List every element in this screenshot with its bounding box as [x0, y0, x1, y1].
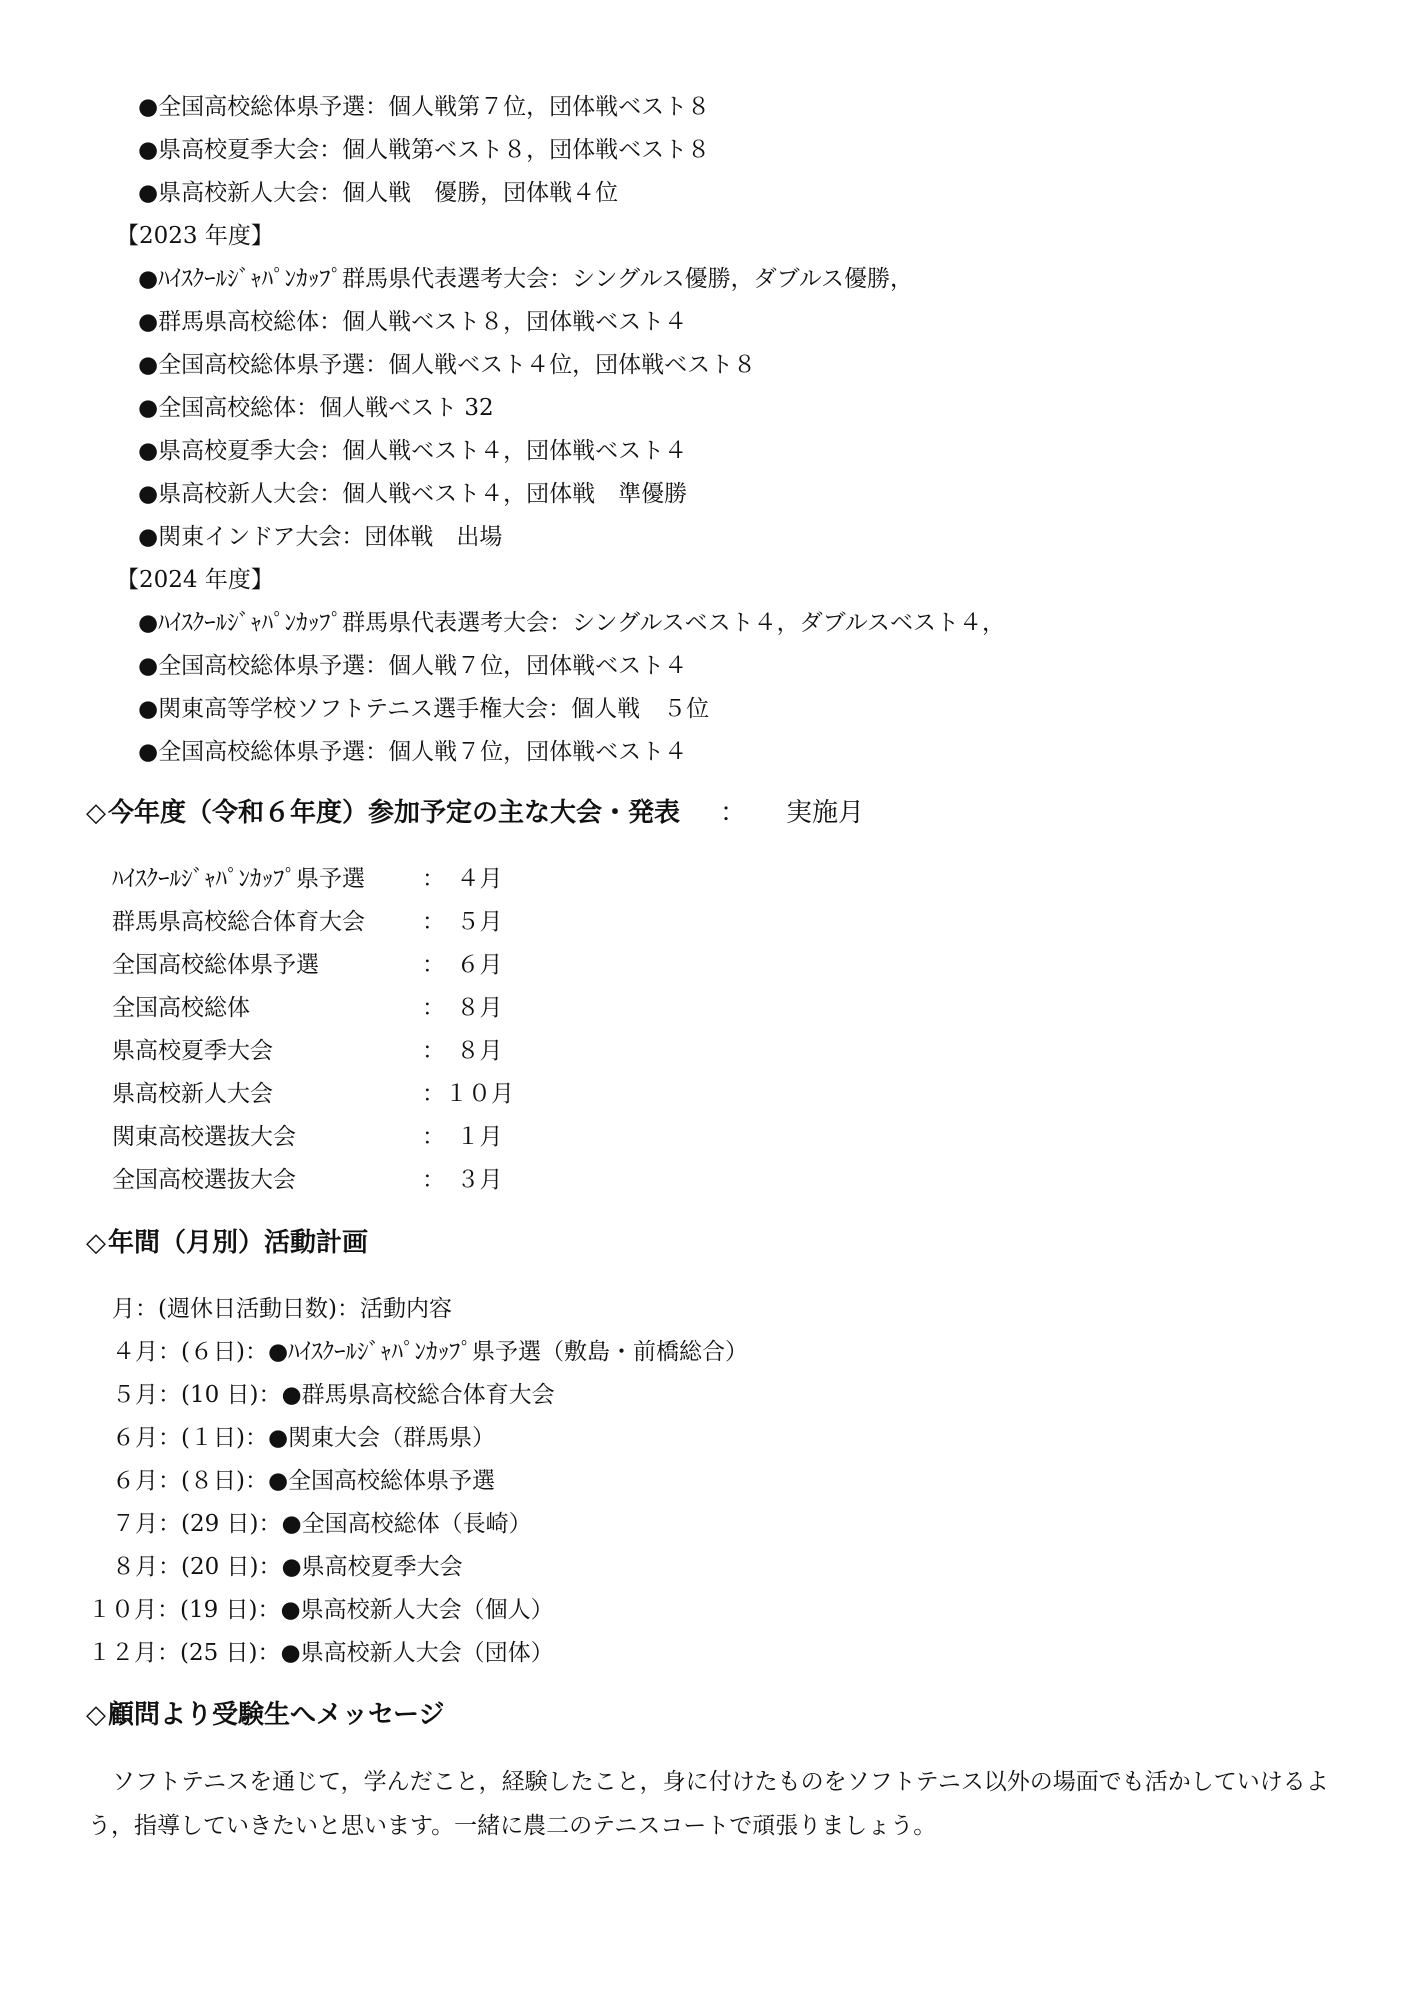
plan-row: ７月：(29 日)：●全国高校総体（長崎） [112, 1511, 532, 1537]
plan-row: ８月：(20 日)：●県高校夏季大会 [112, 1554, 463, 1580]
schedule-name: 県高校新人大会 [112, 1081, 273, 1107]
result-line: ●県高校夏季大会：個人戦ベスト４，団体戦ベスト４ [138, 438, 688, 464]
schedule-heading-text: 今年度（令和６年度）参加予定の主な大会・発表 [108, 798, 681, 828]
plan-heading-text: 年間（月別）活動計画 [108, 1228, 369, 1258]
result-line: ●関東高等学校ソフトテニス選手権大会：個人戦 ５位 [138, 696, 710, 722]
schedule-name: 関東高校選抜大会 [112, 1124, 296, 1150]
schedule-month: ： ６月 [422, 952, 503, 978]
schedule-month: ： ３月 [422, 1167, 503, 1193]
year-label-2024: 【2024 年度】 [116, 567, 274, 593]
schedule-name: ﾊｲｽｸｰﾙｼﾞｬﾊﾟﾝｶｯﾌﾟ県予選 [112, 866, 365, 892]
diamond-icon: ◇ [86, 1700, 106, 1730]
plan-row: ６月：(８日)：●全国高校総体県予選 [112, 1468, 496, 1494]
schedule-name: 群馬県高校総合体育大会 [112, 909, 365, 935]
year-label-2023: 【2023 年度】 [116, 223, 274, 249]
result-line: ●県高校新人大会：個人戦 優勝，団体戦４位 [138, 180, 619, 206]
diamond-icon: ◇ [86, 1228, 106, 1258]
result-line: ●関東インドア大会：団体戦 出場 [138, 524, 503, 550]
schedule-month: ： ４月 [422, 866, 503, 892]
schedule-name: 全国高校総体県予選 [112, 952, 319, 978]
schedule-name: 県高校夏季大会 [112, 1038, 273, 1064]
result-line: ●群馬県高校総体：個人戦ベスト８，団体戦ベスト４ [138, 309, 688, 335]
message-heading-text: 顧問より受験生へメッセージ [108, 1700, 445, 1730]
schedule-name: 全国高校総体 [112, 995, 250, 1021]
result-line: ●ﾊｲｽｸｰﾙｼﾞｬﾊﾟﾝｶｯﾌﾟ群馬県代表選考大会：シングルス優勝，ダブルス優勝， [138, 266, 914, 292]
schedule-month: ：１０月 [422, 1081, 514, 1107]
diamond-icon: ◇ [86, 798, 106, 828]
schedule-month: ： ８月 [422, 1038, 503, 1064]
schedule-heading-right: 実施月 [786, 798, 865, 828]
schedule-month: ： ５月 [422, 909, 503, 935]
result-line: ●全国高校総体県予選：個人戦ベスト４位，団体戦ベスト８ [138, 352, 757, 378]
schedule-month: ： ８月 [422, 995, 503, 1021]
schedule-heading-sep: ： [720, 798, 747, 828]
result-line: ●全国高校総体県予選：個人戦第７位，団体戦ベスト８ [138, 94, 711, 120]
plan-row: １０月：(19 日)：●県高校新人大会（個人） [88, 1597, 554, 1623]
plan-row: １２月：(25 日)：●県高校新人大会（団体） [88, 1640, 554, 1666]
schedule-name: 全国高校選抜大会 [112, 1167, 296, 1193]
plan-row: ６月：(１日)：●関東大会（群馬県） [112, 1425, 496, 1451]
schedule-month: ： １月 [422, 1124, 503, 1150]
result-line: ●全国高校総体：個人戦ベスト 32 [138, 395, 494, 421]
plan-row: ５月：(10 日)：●群馬県高校総合体育大会 [112, 1382, 555, 1408]
result-line: ●県高校夏季大会：個人戦第ベスト８，団体戦ベスト８ [138, 137, 711, 163]
result-line: ●全国高校総体県予選：個人戦７位，団体戦ベスト４ [138, 739, 688, 765]
plan-header-row: 月：(週休日活動日数)：活動内容 [112, 1296, 452, 1322]
message-heading [86, 1698, 444, 1732]
result-line: ●県高校新人大会：個人戦ベスト４，団体戦 準優勝 [138, 481, 688, 507]
result-line: ●全国高校総体県予選：個人戦７位，団体戦ベスト４ [138, 653, 688, 679]
schedule-heading [86, 796, 864, 830]
message-body: ソフトテニスを通じて，学んだこと，経験したこと，身に付けたものをソフトテニス以外の場面でも活かしていけるよう，指導していきたいと思います。一緒に農二のテニスコートで頑張りましょう。 [88, 1769, 1329, 1839]
plan-row: ４月：(６日)：●ﾊｲｽｸｰﾙｼﾞｬﾊﾟﾝｶｯﾌﾟ県予選（敷島・前橋総合） [112, 1339, 749, 1365]
plan-heading [86, 1226, 368, 1260]
result-line: ●ﾊｲｽｸｰﾙｼﾞｬﾊﾟﾝｶｯﾌﾟ群馬県代表選考大会：シングルスベスト４，ダブルスベスト４， [138, 610, 1006, 636]
